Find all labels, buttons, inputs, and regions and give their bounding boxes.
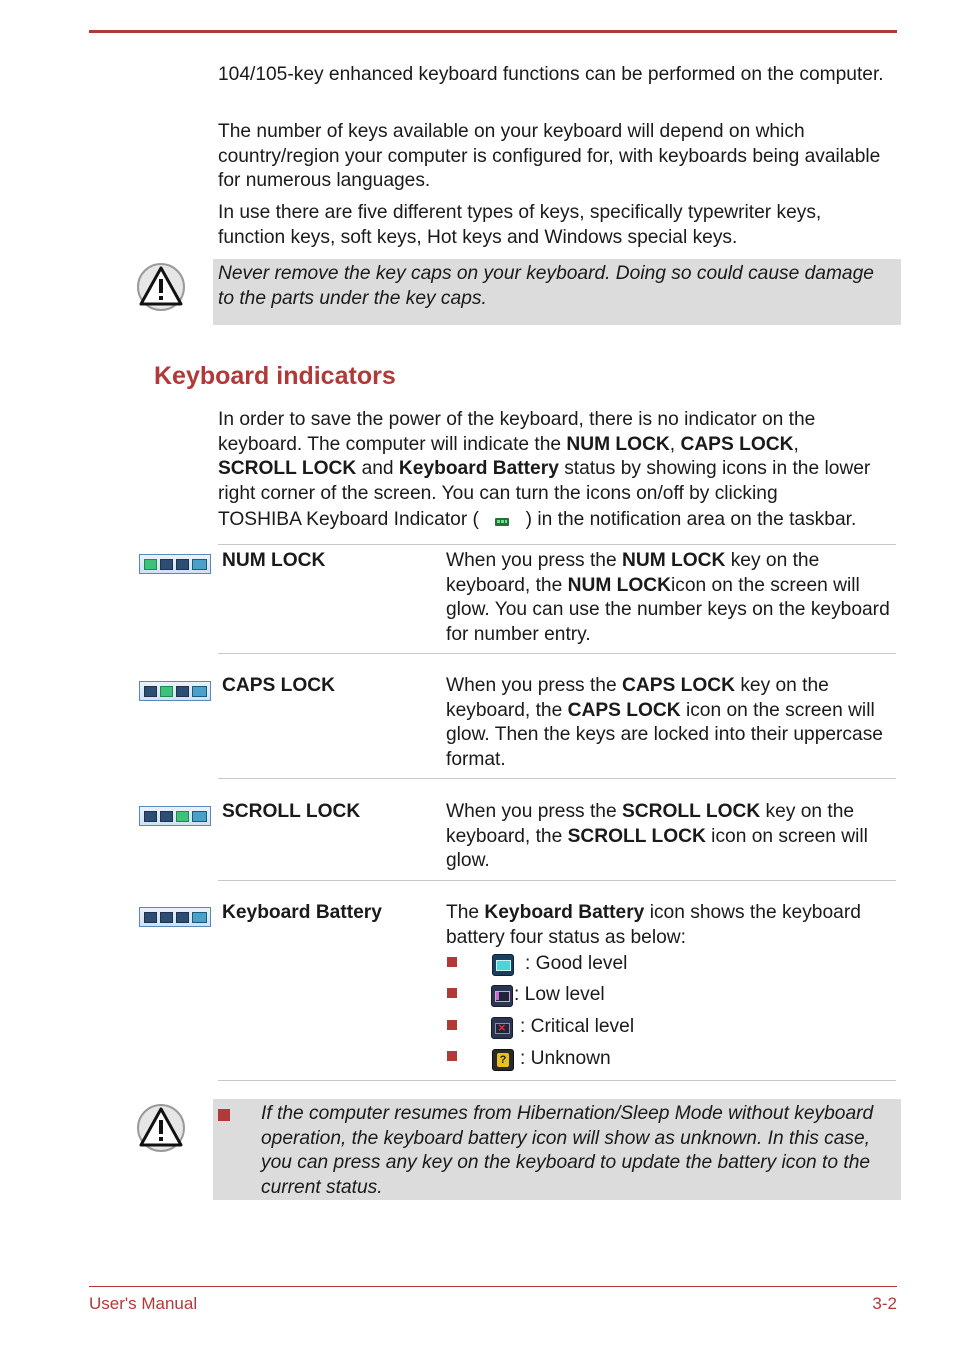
desc-text: icon on screen will glow. — [446, 825, 868, 871]
body-text: TOSHIBA Keyboard Indicator ( — [218, 509, 479, 530]
desc-bold: SCROLL LOCK — [621, 801, 761, 822]
table-divider — [218, 880, 896, 881]
battery-key-icon — [192, 811, 207, 822]
desc-bold: CAPS LOCK — [567, 699, 681, 721]
row-term: NUM LOCK — [222, 550, 326, 571]
desc-text: key on the keyboard, the — [446, 801, 855, 847]
section-heading: Keyboard indicators — [154, 362, 396, 390]
hibernation-note-text: If the computer resumes from Hibernation/Sleep Mode without keyboard operation, the keyboard battery icon will show as unknown. In this case, you can press any key on the keyboard to update the battery icon to the current status. — [261, 1103, 874, 1198]
list-bullet — [447, 957, 457, 967]
scroll-lock-key-icon — [176, 811, 189, 822]
num-lock-key-icon — [144, 912, 157, 923]
footer-title: User's Manual — [89, 1294, 198, 1313]
desc-text: icon shows the keyboard battery four status as below: — [446, 902, 861, 948]
desc-bold: NUM LOCK — [621, 550, 726, 571]
caps-lock-indicator-icon — [139, 681, 211, 701]
desc-text: The — [446, 902, 485, 923]
warning-icon — [136, 262, 186, 312]
row-description — [446, 549, 891, 647]
row-term: SCROLL LOCK — [222, 801, 361, 822]
bottom-rule — [89, 1286, 897, 1287]
num-lock-key-icon — [144, 559, 157, 570]
list-bullet — [447, 1051, 457, 1061]
battery-level-label: : Low level — [514, 984, 605, 1005]
note-bullet — [218, 1109, 230, 1121]
desc-text: When you press the — [446, 801, 622, 822]
battery-key-icon — [192, 912, 207, 923]
body-text: In order to save the power of the keyboard, there is no indicator on the keyboard. The computer will indicate the — [218, 409, 816, 455]
battery-level-label: : Critical level — [520, 1016, 635, 1037]
caps-lock-key-icon — [160, 559, 173, 570]
table-divider — [218, 544, 896, 545]
page-number: 3-2 — [872, 1294, 897, 1313]
desc-bold: Keyboard Battery — [484, 902, 645, 923]
body-text: , — [793, 433, 799, 455]
desc-bold: NUM LOCK — [567, 574, 671, 596]
intro-paragraph-1: 104/105-key enhanced keyboard functions can be performed on the computer. — [218, 64, 884, 85]
desc-text: key on the keyboard, the — [446, 675, 829, 721]
intro-paragraph-3: In use there are five different types of keys, specifically typewriter keys, function keys, soft keys, Hot keys and Windows special keys. — [218, 202, 822, 248]
caution-note — [213, 259, 901, 325]
body-text: and — [356, 458, 399, 479]
table-divider — [218, 1080, 896, 1081]
scroll-lock-indicator-icon — [139, 806, 211, 826]
row-description — [446, 800, 891, 874]
body-bold: NUM LOCK — [566, 433, 670, 455]
row-description — [446, 674, 891, 772]
desc-text: When you press the — [446, 675, 622, 696]
body-bold: Keyboard Battery — [398, 458, 559, 479]
desc-text: icon on the screen will glow. You can use the number keys on the keyboard for number entry. — [446, 574, 890, 645]
top-rule — [89, 30, 897, 33]
battery-level-label: : Good level — [525, 953, 628, 974]
scroll-lock-key-icon — [176, 559, 189, 570]
battery-low-icon — [491, 985, 513, 1007]
body-bold: CAPS LOCK — [680, 433, 794, 455]
warning-icon — [136, 1103, 186, 1153]
caps-lock-key-icon — [160, 686, 173, 697]
body-bold: SCROLL LOCK — [218, 458, 357, 479]
body-text: , — [669, 433, 681, 455]
list-bullet — [447, 988, 457, 998]
table-divider — [218, 778, 896, 779]
list-bullet — [447, 1020, 457, 1030]
desc-text: When you press the — [446, 550, 622, 571]
desc-text: icon on the screen will glow. Then the keys are locked into their uppercase format. — [446, 699, 883, 770]
row-term: CAPS LOCK — [222, 675, 335, 696]
keyboard-indicator-tray-icon — [484, 512, 520, 528]
table-divider — [218, 653, 896, 654]
battery-key-icon — [192, 686, 207, 697]
battery-critical-icon: × — [491, 1017, 513, 1039]
caps-lock-key-icon — [160, 912, 173, 923]
keyboard-battery-indicator-icon — [139, 907, 211, 927]
desc-text: key on the keyboard, the — [446, 550, 820, 596]
intro-paragraph-2: The number of keys available on your keyboard will depend on which country/region your computer is configured for, with keyboards being available for numerous languages. — [218, 121, 881, 191]
body-text: ) in the notification area on the taskbar. — [525, 509, 857, 530]
battery-good-icon — [492, 954, 514, 976]
battery-key-icon — [192, 559, 207, 570]
caps-lock-key-icon — [160, 811, 173, 822]
desc-bold: CAPS LOCK — [621, 675, 735, 696]
scroll-lock-key-icon — [176, 686, 189, 697]
section-body — [218, 408, 893, 506]
scroll-lock-key-icon — [176, 912, 189, 923]
num-lock-key-icon — [144, 686, 157, 697]
indicator-line — [218, 508, 898, 533]
num-lock-indicator-icon — [139, 554, 211, 574]
hibernation-note — [213, 1099, 901, 1200]
row-description — [446, 901, 891, 950]
desc-bold: SCROLL LOCK — [567, 825, 706, 847]
row-term: Keyboard Battery — [222, 902, 382, 923]
battery-unknown-icon: ? — [492, 1049, 514, 1071]
num-lock-key-icon — [144, 811, 157, 822]
battery-level-label: : Unknown — [520, 1048, 611, 1069]
body-text: status by showing icons in the lower right corner of the screen. You can turn the icons on/off by clicking — [218, 458, 871, 504]
caution-note-text: Never remove the key caps on your keyboard. Doing so could cause damage to the parts under the key caps. — [218, 263, 874, 309]
